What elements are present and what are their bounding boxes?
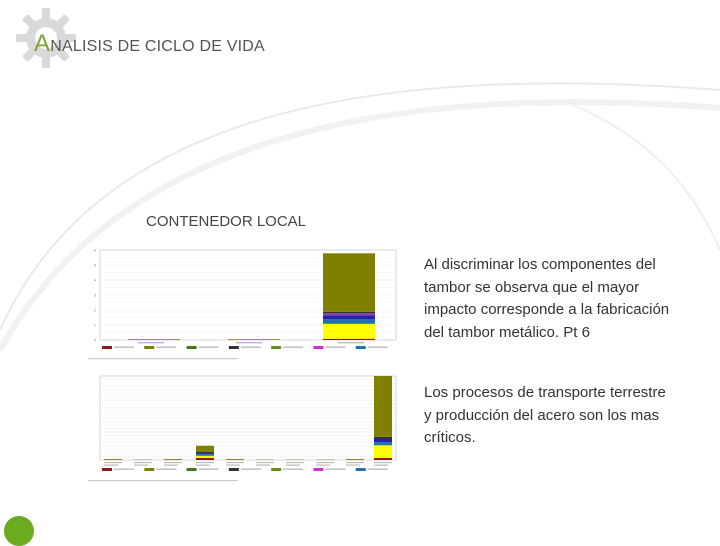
category-label-placeholder <box>346 462 364 463</box>
legend-swatch <box>271 468 281 471</box>
title-first-letter: A <box>34 30 50 57</box>
category-label-placeholder <box>196 465 210 466</box>
title-rest: NALISIS DE CICLO DE VIDA <box>50 38 265 55</box>
legend-text-placeholder <box>114 469 134 470</box>
category-label-placeholder <box>316 462 334 463</box>
category-label-placeholder <box>374 462 392 463</box>
y-tick-label: 6 <box>94 249 96 253</box>
y-tick-label: 4 <box>94 279 96 283</box>
legend-text-placeholder <box>199 469 219 470</box>
footnote-placeholder <box>88 358 238 359</box>
legend-text-placeholder <box>156 469 176 470</box>
category-label-placeholder <box>226 462 244 463</box>
legend-text-placeholder <box>325 347 345 348</box>
bar-segment <box>323 324 375 339</box>
category-label-placeholder <box>256 462 274 463</box>
bar-segment <box>323 316 375 320</box>
legend-text-placeholder <box>114 347 134 348</box>
legend-swatch <box>102 468 112 471</box>
legend-swatch <box>313 346 323 349</box>
legend-text-placeholder <box>241 469 261 470</box>
legend-swatch <box>187 468 197 471</box>
legend-text-placeholder <box>368 347 388 348</box>
bar-segment <box>196 446 214 452</box>
y-tick-label: 1 <box>94 324 96 328</box>
category-label-placeholder <box>196 462 214 463</box>
category-label-placeholder <box>286 462 304 463</box>
green-dot-icon <box>4 516 34 546</box>
bar-segment <box>323 313 375 315</box>
y-tick-label: 2 <box>94 309 96 313</box>
legend-swatch <box>187 346 197 349</box>
footnote-placeholder <box>88 480 238 481</box>
bar-segment <box>374 458 392 460</box>
legend-text-placeholder <box>368 469 388 470</box>
bar-segment <box>323 339 375 340</box>
legend-swatch <box>102 346 112 349</box>
category-label-placeholder <box>138 342 164 343</box>
bar-segment <box>374 437 392 439</box>
y-tick-label: 0 <box>94 339 96 343</box>
category-label-placeholder <box>286 465 300 466</box>
bar-segment <box>196 452 214 453</box>
category-label-placeholder <box>104 465 118 466</box>
category-label-placeholder <box>256 465 270 466</box>
paragraph-1: Al discriminar los componentes del tambor se observa que el mayor impacto corresponde a la fabricación del tambor metálico. Pt 6 <box>424 254 674 344</box>
legend-swatch <box>313 468 323 471</box>
category-label-placeholder <box>164 462 182 463</box>
legend-swatch <box>229 468 239 471</box>
category-label-placeholder <box>374 465 388 466</box>
legend-swatch <box>144 346 154 349</box>
slide-title <box>34 30 265 58</box>
bar-segment <box>374 445 392 458</box>
category-label-placeholder <box>104 462 122 463</box>
category-label-placeholder <box>134 462 152 463</box>
category-label-placeholder <box>338 342 364 343</box>
paragraph-2: Los procesos de transporte terrestre y producción del acero son los mas críticos. <box>424 382 674 450</box>
bar-segment <box>196 454 214 456</box>
legend-swatch <box>356 468 366 471</box>
category-label-placeholder <box>164 465 178 466</box>
category-label-placeholder <box>134 465 148 466</box>
bar-segment <box>196 453 214 454</box>
chart-2-svg <box>86 372 408 484</box>
category-label-placeholder <box>236 342 262 343</box>
category-label-placeholder <box>346 465 360 466</box>
category-label-placeholder <box>226 465 240 466</box>
bar-segment <box>196 458 214 460</box>
bar-segment <box>323 253 375 311</box>
legend-text-placeholder <box>283 469 303 470</box>
y-tick-label: 5 <box>94 264 96 268</box>
legend-swatch <box>144 468 154 471</box>
legend-text-placeholder <box>156 347 176 348</box>
legend-text-placeholder <box>283 347 303 348</box>
bar-segment <box>323 312 375 314</box>
legend-text-placeholder <box>199 347 219 348</box>
legend-swatch <box>356 346 366 349</box>
chart-1 <box>86 244 408 364</box>
category-label-placeholder <box>316 465 330 466</box>
y-tick-label: 3 <box>94 294 96 298</box>
bar-segment <box>374 439 392 442</box>
legend-swatch <box>271 346 281 349</box>
slide-subtitle: CONTENEDOR LOCAL <box>146 213 306 230</box>
bar-segment <box>374 376 392 437</box>
bar-segment <box>374 442 392 445</box>
chart-2 <box>86 372 408 484</box>
chart-1-svg <box>86 244 408 364</box>
legend-text-placeholder <box>325 469 345 470</box>
bar-segment <box>323 319 375 324</box>
legend-text-placeholder <box>241 347 261 348</box>
legend-swatch <box>229 346 239 349</box>
bar-segment <box>196 456 214 458</box>
